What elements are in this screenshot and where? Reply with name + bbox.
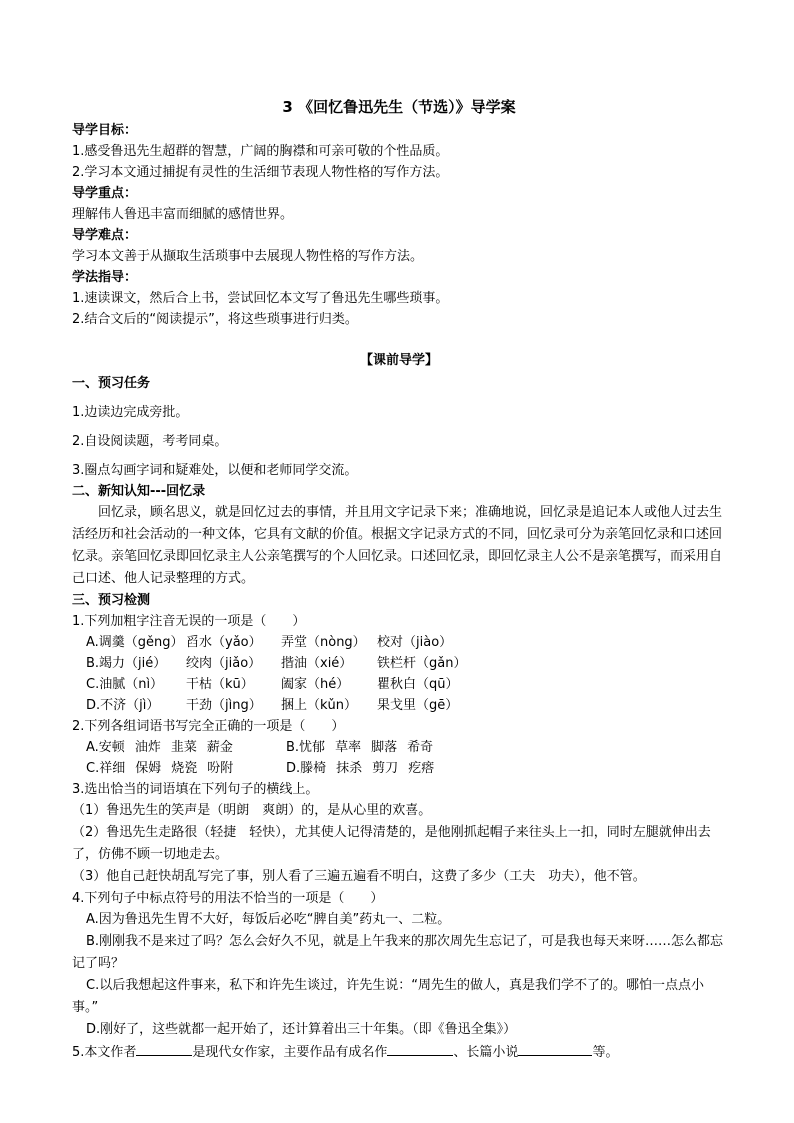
q3-item-1: （1）鲁迅先生的笑声是（明朗 爽朗）的，是从心里的欢喜。 — [72, 803, 432, 818]
q1-b-2: 绞肉（jiǎo） — [186, 656, 262, 671]
difficulty-heading: 导学难点： — [72, 228, 138, 243]
q2-b-word: 脚落 — [371, 740, 398, 755]
q2-d-word: 抹杀 — [336, 761, 363, 776]
q2-option-b — [286, 737, 486, 758]
q4-option-d: D.刚好了，这些就都一起开始了，还计算着出三十年集。（即《鲁迅全集》） — [86, 1022, 517, 1037]
q4-stem: 4.下列句子中标点符号的用法不恰当的一项是（ ） — [72, 891, 384, 906]
q4-option-b: B.刚刚我不是来过了吗？怎么会好久不见，就是上午我来的那次周先生忘记了，可是我也每天来呀……怎么都忘记了吗？ — [72, 934, 724, 971]
q1-b-4: 铁栏杆（gǎn） — [377, 656, 467, 671]
section1-heading: 一、预习任务 — [72, 376, 151, 391]
q1-d-3: 捆上（kǔn） — [281, 698, 358, 713]
q2-stem: 2.下列各组词语书写完全正确的一项是（ ） — [72, 719, 345, 734]
q1-a-3: 弄堂（nòng） — [281, 635, 366, 650]
q3-item-2: （2）鲁迅先生走路很（轻捷 轻快），尤其使人记得清楚的，是他刚抓起帽子来往头上一扣，同时左腿就伸出去了，仿佛不顾一切地走去。 — [72, 825, 711, 862]
q2-option-c — [86, 758, 286, 779]
q1-d-2: 干劲（jìng） — [186, 698, 262, 713]
q1-c-3: 阖家（hé） — [281, 677, 350, 692]
method-heading: 学法指导： — [72, 270, 138, 285]
q2-d-word: 疙瘩 — [408, 761, 435, 776]
q1-row-b — [72, 653, 726, 674]
q2-a-word: 油炸 — [134, 740, 161, 755]
goal-item-2: 2.学习本文通过捕捉有灵性的生活细节表现人物性格的写作方法。 — [72, 165, 449, 180]
q1-row-c — [72, 674, 726, 695]
q1-b-3: 揩油（xié） — [281, 656, 353, 671]
q5-blank-novel[interactable] — [518, 1041, 592, 1056]
goal-item-1: 1.感受鲁迅先生超群的智慧，广阔的胸襟和可亲可敬的个性品质。 — [72, 144, 449, 159]
q2-b-word: 草率 — [335, 740, 362, 755]
q2-option-a — [86, 737, 286, 758]
q3-item-3: （3）他自己赶快胡乱写完了事，别人看了三遍五遍看不明白，这费了多少（工夫 功夫），他不管。 — [72, 869, 646, 884]
section3-heading: 三、预习检测 — [72, 593, 151, 608]
q2-d-word: 剪刀 — [372, 761, 399, 776]
q5-blank-debut-work[interactable] — [387, 1041, 453, 1056]
q2-a-word: 韭菜 — [170, 740, 197, 755]
q5-part-3: 、长篇小说 — [453, 1045, 519, 1060]
q2-a-word: A.安顿 — [86, 740, 125, 755]
q3-stem: 3.选出恰当的词语填在下列句子的横线上。 — [72, 782, 319, 797]
q1-c-4: 瞿秋白（qū） — [377, 677, 459, 692]
q2-row-2 — [72, 758, 726, 779]
q1-a-4: 校对（jiào） — [377, 635, 453, 650]
task-item-3: 3.圈点勾画字词和疑难处，以便和老师同学交流。 — [72, 463, 358, 478]
q4-option-a: A.因为鲁迅先生胃不大好，每饭后必吃“脾自美”药丸一、二粒。 — [86, 912, 451, 927]
q5-blank-author[interactable] — [136, 1041, 192, 1056]
q1-b-1: B.竭力（jié） — [86, 656, 167, 671]
q2-row-1 — [72, 737, 726, 758]
q5-part-4: 等。 — [592, 1045, 619, 1060]
q2-option-d — [286, 758, 486, 779]
q2-c-word: 烧瓷 — [171, 761, 198, 776]
q2-d-word: D.滕椅 — [286, 761, 327, 776]
difficulty-text: 学习本文善于从撷取生活琐事中去展现人物性格的写作方法。 — [72, 249, 424, 264]
q1-a-2: 舀水（yǎo） — [186, 635, 262, 650]
q1-d-4: 果戈里（gē） — [377, 698, 459, 713]
q2-c-word: 吩附 — [207, 761, 234, 776]
q1-c-2: 干枯（kū） — [186, 677, 254, 692]
q5-part-2: 是现代女作家，主要作品有成名作 — [192, 1045, 388, 1060]
q1-c-1: C.油腻（nì） — [86, 677, 164, 692]
task-item-2: 2.自设阅读题，考考同桌。 — [72, 434, 228, 449]
q5-line — [72, 1041, 726, 1063]
key-points-text: 理解伟人鲁迅丰富而细腻的感情世界。 — [72, 207, 294, 222]
q1-row-a — [72, 632, 726, 653]
q2-a-word: 薪金 — [206, 740, 233, 755]
memoir-paragraph: 回忆录，顾名思义，就是回忆过去的事情，并且用文字记录下来；准确地说，回忆录是追记本人或他人过去生活经历和社会活动的一种文体，它具有文献的价值。根据文字记录方式的不同，回忆录可分为亲笔回忆录和口述回忆录。亲笔回忆录即回忆录主人公亲笔撰写的个人回忆录。口述回忆录，即回忆录主人公不是亲笔撰写，而采用自己口述、他人记录整理的方式。 — [72, 505, 723, 586]
q5-part-1: 5.本文作者 — [72, 1045, 137, 1060]
q2-c-word: 保姆 — [135, 761, 162, 776]
method-item-2: 2.结合文后的“阅读提示”，将这些琐事进行归类。 — [72, 312, 358, 327]
page-title: 3 《回忆鲁迅先生（节选）》导学案 — [282, 98, 516, 116]
q1-a-1: A.调羹（gěng） — [86, 635, 184, 650]
q1-row-d — [72, 695, 726, 716]
goals-heading: 导学目标： — [72, 123, 138, 138]
q1-d-1: D.不济（jì） — [86, 698, 160, 713]
q2-c-word: C.祥细 — [86, 761, 126, 776]
key-points-heading: 导学重点： — [72, 186, 138, 201]
method-item-1: 1.速读课文，然后合上书，尝试回忆本文写了鲁迅先生哪些琐事。 — [72, 291, 449, 306]
q4-option-c: C.以后我想起这件事来，私下和许先生谈过，许先生说：“周先生的做人，真是我们学不了的。哪怕一点点小事。” — [72, 978, 704, 1015]
q2-b-word: B.忧郁 — [286, 740, 326, 755]
pre-class-heading: 【课前导学】 — [359, 353, 438, 368]
section2-heading: 二、新知认知---回忆录 — [72, 484, 206, 499]
q1-stem: 1.下列加粗字注音无误的一项是（ ） — [72, 614, 306, 629]
q2-b-word: 希奇 — [407, 740, 434, 755]
task-item-1: 1.边读边完成旁批。 — [72, 405, 189, 420]
